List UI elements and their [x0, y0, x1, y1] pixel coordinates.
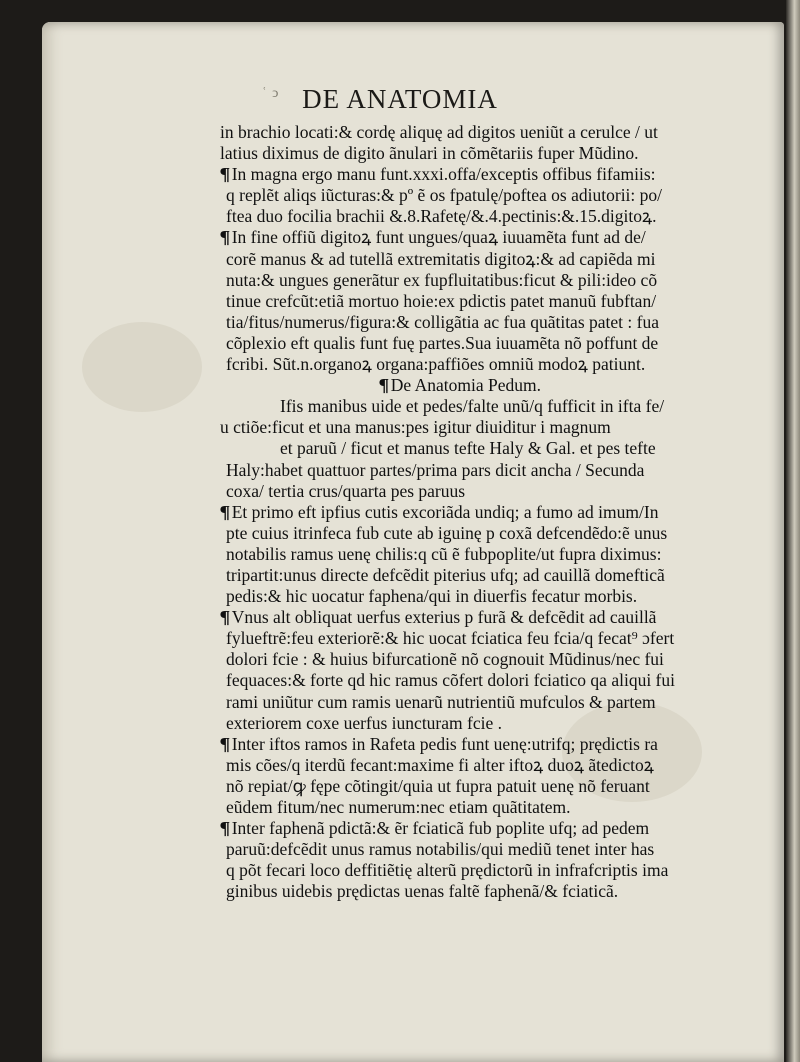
- line-text: corẽ manus & ad tutellã extremitatis digitoꝝ:& ad capiẽda mi: [226, 248, 656, 269]
- text-line: [220, 354, 740, 375]
- line-text: fcribi. Sũt.n.organoꝝ organa:paffiões omniũ modoꝝ patiunt.: [226, 354, 646, 375]
- text-line: [220, 375, 740, 396]
- text-line: [220, 481, 740, 502]
- text-line: [220, 333, 740, 354]
- line-text: In magna ergo manu funt.xxxi.offa/exceptis offibus fifamiis:: [231, 164, 656, 185]
- line-text: eũdem fitum/nec numerum:nec etiam quãtitatem.: [226, 797, 571, 817]
- line-text: fylueftrẽ:feu exteriorẽ:& hic uocat fciatica feu fcia/q fecat⁹ ɔfert: [226, 628, 675, 649]
- line-text: et paruũ / ficut et manus tefte Haly & Gal. et pes tefte: [280, 438, 656, 459]
- line-text: pte cuius itrinfeca fub cute ab iguinę p coxã defcendẽdo:ẽ unus: [226, 522, 668, 543]
- text-line: [220, 818, 740, 839]
- text-line: [220, 860, 740, 881]
- text-line: [220, 670, 740, 691]
- text-line: [220, 755, 740, 776]
- paragraph-mark-icon: ¶: [220, 227, 231, 248]
- paper-stain: [82, 322, 202, 412]
- header-mark: ʿ ͻ: [262, 86, 280, 101]
- line-text: q põt fecari loco deffitiẽtię alterũ prędictorũ in infrafcriptis ima: [226, 860, 669, 881]
- text-line: [220, 164, 740, 185]
- line-text: nõ repiat/ꝙ fępe cõtingit/quia ut fupra patuit uenę nõ feruant: [226, 775, 650, 796]
- line-text: tia/fitus/numerus/figura:& colligãtia ac fua quãtitas patet : fua: [226, 311, 659, 332]
- running-header: [0, 84, 800, 115]
- text-line: [220, 417, 740, 438]
- line-text: tinue crefcũt:etiã mortuo hoie:ex pdictis patet manuũ fubftan/: [226, 290, 657, 311]
- line-text: De Anatomia Pedum.: [390, 375, 541, 396]
- text-line: [220, 734, 740, 755]
- line-text: in brachio locati:& cordę aliquę ad digitos ueniũt a cerulce / ut: [220, 122, 658, 142]
- line-text: Vnus alt obliquat uerfus exterius p furã & defcẽdit ad cauillã: [231, 607, 657, 628]
- line-text: paruũ:defcẽdit unus ramus notabilis/qui mediũ tenet inter has: [226, 839, 655, 860]
- line-text: cõplexio eft qualis funt fuę partes.Sua iuuamẽta nõ poffunt de: [226, 332, 659, 353]
- paragraph-mark-icon: ¶: [220, 501, 231, 522]
- text-line: [220, 312, 740, 333]
- text-line: [220, 586, 740, 607]
- line-text: notabilis ramus uenę chilis:q cũ ẽ fubpoplite/ut fupra diximus:: [226, 543, 662, 564]
- line-text: u ctiõe:ficut et una manus:pes igitur diuiditur i magnum: [220, 417, 611, 438]
- line-text: nuta:& ungues generãtur ex fupfluitatibus:ficut & pili:ideo cõ: [226, 269, 658, 290]
- text-line: [220, 185, 740, 206]
- line-text: fequaces:& forte qd hic ramus cõfert dolori fciatico qa aliqui fui: [226, 670, 675, 691]
- paragraph-mark-icon: ¶: [220, 607, 231, 628]
- line-text: exteriorem coxe uerfus iuncturam fcie .: [226, 712, 502, 733]
- line-text: dolori fcie : & huius bifurcationẽ nõ cognouit Mũdinus/nec fui: [226, 649, 664, 670]
- paragraph-mark-icon: ¶: [220, 164, 231, 185]
- line-text: ginibus uidebis prędictas uenas faltẽ faphenã/& fciaticã.: [226, 881, 619, 902]
- line-text: q replẽt aliqs iũcturas:& pº ẽ os fpatulę/poftea os adiutorii: po/: [226, 185, 663, 206]
- text-line: [220, 270, 740, 291]
- text-line: [220, 713, 740, 734]
- text-line: [220, 607, 740, 628]
- line-text: coxa/ tertia crus/quarta pes paruus: [226, 480, 466, 501]
- text-line: [220, 227, 740, 248]
- line-text: ftea duo focilia brachii &.8.Rafetę/&.4.pectinis:&.15.digitoꝝ.: [226, 206, 657, 227]
- paragraph-mark-icon: ¶: [220, 733, 231, 754]
- line-text: Et primo eft ipfius cutis excoriãda undiq; a fumo ad imum/In: [231, 501, 659, 522]
- page-right-edge: [786, 0, 800, 1062]
- text-line: [220, 143, 740, 164]
- text-line: [220, 565, 740, 586]
- text-line: [220, 881, 740, 902]
- body-text: [220, 122, 740, 902]
- line-text: Ifis manibus uide et pedes/falte unũ/q fufficit in ifta fe/: [280, 396, 665, 417]
- text-line: [220, 206, 740, 227]
- paragraph-mark-icon: ¶: [378, 375, 390, 396]
- text-line: [220, 396, 740, 417]
- line-text: rami uniũtur cum ramis uenarũ nutrientiũ mufculos & partem: [226, 691, 656, 712]
- text-line: [220, 122, 740, 143]
- line-text: tripartit:unus directe defcẽdit piterius ufq; ad cauillã domefticã: [226, 564, 665, 585]
- line-text: Haly:habet quattuor partes/prima pars dicit ancha / Secunda: [226, 459, 645, 480]
- page-title: DE ANATOMIA: [302, 84, 498, 114]
- line-text: In fine offiũ digitoꝝ funt ungues/quaꝝ iuuamẽta funt ad de/: [231, 227, 646, 248]
- text-line: [220, 438, 740, 459]
- text-line: [220, 628, 740, 649]
- text-line: [220, 797, 740, 818]
- text-line: [220, 460, 740, 481]
- text-line: [220, 502, 740, 523]
- text-line: [220, 544, 740, 565]
- text-line: [220, 291, 740, 312]
- text-line: [220, 839, 740, 860]
- line-text: mis cões/q iterdũ fecant:maxime fi alter iftoꝝ duoꝝ ãtedictoꝝ: [226, 754, 654, 775]
- text-line: [220, 776, 740, 797]
- paragraph-mark-icon: ¶: [220, 818, 231, 839]
- text-line: [220, 523, 740, 544]
- line-text: Inter faphenã pdictã:& ẽr fciaticã fub poplite ufq; ad pedem: [231, 818, 650, 839]
- text-line: [220, 692, 740, 713]
- line-text: latius diximus de digito ãnulari in cõmẽtariis fuper Mũdino.: [220, 143, 639, 164]
- text-line: [220, 649, 740, 670]
- text-line: [220, 249, 740, 270]
- line-text: pedis:& hic uocatur faphena/qui in diuerfis fecatur morbis.: [226, 586, 638, 607]
- line-text: Inter iftos ramos in Rafeta pedis funt uenę:utrifq; prędictis ra: [231, 733, 658, 754]
